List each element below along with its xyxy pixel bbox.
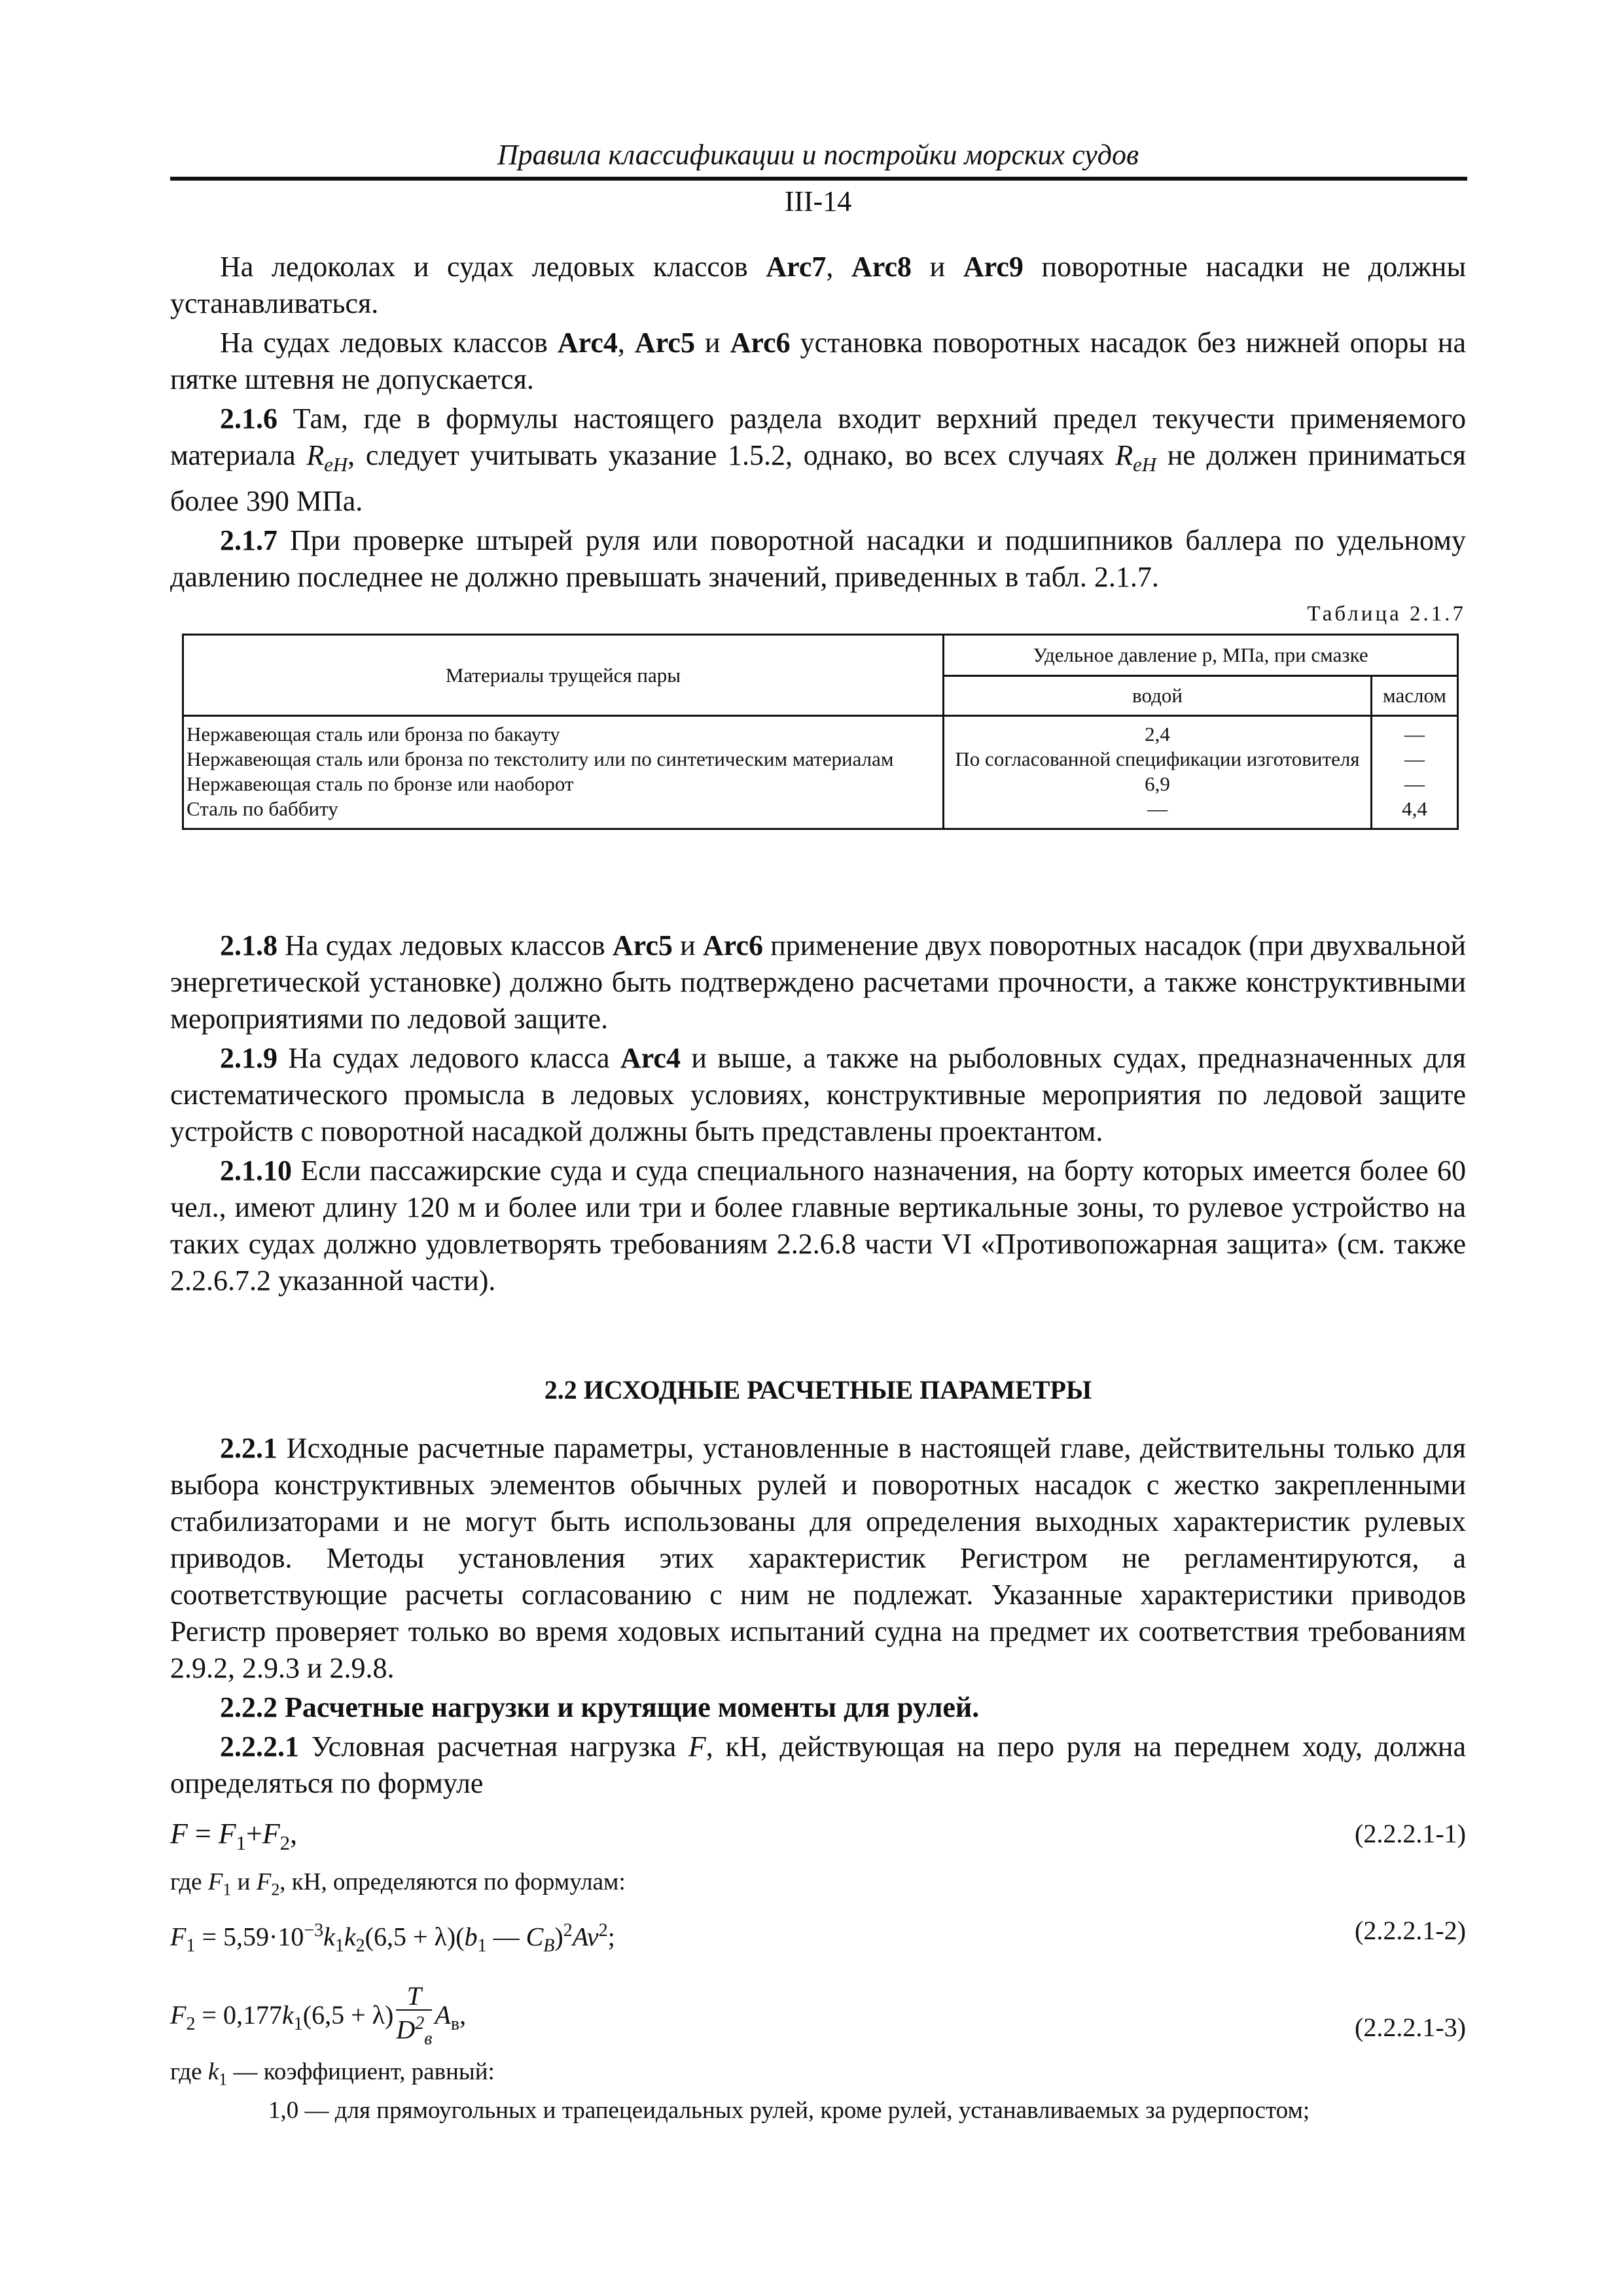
paragraph-2-1-9: 2.1.9 На судах ледового класса Arc4 и выше, а также на рыболовных судах, предназначенных для систематического промысла в ледовых условиях, конструктивные мероприятия по ледовой защите устройств с поворотной насадкой должны быть представлены проектантом.: [170, 1042, 1467, 1147]
formula-number: (2.2.2.1-1): [1355, 1819, 1466, 1848]
fraction: $\frac{T}{D^2_в}$: [396, 1981, 433, 2049]
formula-expression: $F = F_1+F_2$,: [170, 1818, 298, 1854]
formula-expression: $F_2 = 0,177k_1(6,5 + \lambda)$ $\frac{T}{D^2_в}$ $A_в$,: [170, 1983, 466, 2052]
formula-expression: $F_1 = 5,59\cdot 10^{-3}k_1k_2(6,5 + \lambda)(b_1$ — $C_B)^2Av^2$;: [170, 1920, 615, 1956]
col-header-pressure: Удельное давление p, МПа, при смазке: [944, 635, 1458, 676]
cell-water: 2,4: [944, 716, 1372, 747]
where-note-2: где $k_1$ — коэффициент, равный:: [170, 2058, 495, 2089]
paragraph-icebreakers: На ледоколах и судах ледовых классов Arc7, Arc8 и Arc9 поворотные насадки не должны устанавливаться.: [170, 251, 1467, 319]
coefficient-list-item: 1,0 — для прямоугольных и трапецеидальных рулей, кроме рулей, устанавливаемых за рудерпостом;: [268, 2097, 1310, 2124]
paragraph-2-1-6: 2.1.6 Там, где в формулы настоящего раздела входит верхний предел текучести применяемого материала $R_{eH}$, следует учитывать указание 1.5.2, однако, во всех случаях $R_{eH}$ не должен приниматься более 390 МПа.: [170, 403, 1467, 517]
running-title: Правила классификации и постройки морских судов: [497, 139, 1139, 171]
formula-number: (2.2.2.1-2): [1355, 1916, 1466, 1945]
cell-water: По согласованной спецификации изготовителя: [944, 747, 1372, 772]
paragraph-2-1-8: 2.1.8 На судах ледовых классов Arc5 и Arc6 применение двух поворотных насадок (при двухвальной энергетической установке) должно быть подтверждено расчетами прочности, а также конструктивными мероприятиями по ледовой защите.: [170, 929, 1467, 1035]
table-caption: Таблица 2.1.7: [1307, 602, 1466, 626]
section-title: 2.2 ИСХОДНЫЕ РАСЧЕТНЫЕ ПАРАМЕТРЫ: [544, 1375, 1092, 1405]
cell-oil: —: [1372, 772, 1458, 797]
paragraph-2-1-7: 2.1.7 При проверке штырей руля или поворотной насадки и подшипников баллера по удельному давлению последнее не должно превышать значений, приведенных в табл. 2.1.7.: [170, 524, 1466, 593]
page-number: III-14: [784, 185, 852, 217]
cell-material: Сталь по баббиту: [187, 797, 338, 820]
table-row: [183, 747, 1458, 772]
cell-water: —: [944, 797, 1372, 829]
cell-material: Нержавеющая сталь или бронза по бакауту: [187, 723, 560, 745]
cell-water: 6,9: [944, 772, 1372, 797]
col-header-water: водой: [944, 676, 1372, 716]
header-rule: [170, 177, 1467, 181]
specific-pressure-table: [182, 634, 1459, 830]
paragraph-2-2-2: 2.2.2 Расчетные нагрузки и крутящие моменты для рулей.: [220, 1691, 980, 1723]
formula-number: (2.2.2.1-3): [1355, 2013, 1466, 2042]
where-note-1: где $F_1$ и $F_2$, кН, определяются по формулам:: [170, 1869, 626, 1899]
table-row: [183, 716, 1458, 747]
paragraph-ice-classes: На судах ледовых классов Arc4, Arc5 и Arc6 установка поворотных насадок без нижней опоры на пятке штевня не допускается.: [170, 327, 1466, 395]
paragraph-2-2-2-1: 2.2.2.1 Условная расчетная нагрузка F, кН, действующая на перо руля на переднем ходу, должна определяться по формуле: [170, 1731, 1466, 1799]
table-row: [183, 772, 1458, 797]
paragraph-2-1-10: 2.1.10 Если пассажирские суда и суда специального назначения, на борту которых имеется более 60 чел., имеют длину 120 м и более или три и более главные вертикальные зоны, то рулевое устройство на таких судах должно удовлетворять требованиям 2.2.6.8 части VI «Противопожарная защита» (см. также 2.2.6.7.2 указанной части).: [170, 1155, 1466, 1297]
text-block-1: [170, 249, 1466, 598]
table-row: [183, 797, 1458, 829]
cell-oil: 4,4: [1372, 797, 1458, 829]
col-header-materials: Материалы трущейся пары: [183, 635, 944, 716]
cell-oil: —: [1372, 747, 1458, 772]
cell-material: Нержавеющая сталь или бронза по текстолиту или по синтетическим материалам: [187, 747, 894, 770]
text-block-2: [170, 927, 1466, 1302]
paragraph-2-2-1: 2.2.1 Исходные расчетные параметры, установленные в настоящей главе, действительны только для выбора конструктивных элементов обычных рулей и поворотных насадок с жестко закрепленными стабилизаторами и не могут быть использованы для определения выходных характеристик рулевых приводов. Методы установления этих характеристик Регистром не регламентируются, а соответствующие расчеты согласованию с ним не подлежат. Указанные характеристики приводов Регистр проверяет только во время ходовых испытаний судна на предмет их соответствия требованиям 2.9.2, 2.9.3 и 2.9.8.: [170, 1432, 1466, 1684]
cell-oil: —: [1372, 716, 1458, 747]
text-block-3: [170, 1430, 1466, 1804]
col-header-oil: маслом: [1372, 676, 1458, 716]
cell-material: Нержавеющая сталь по бронзе или наоборот: [187, 772, 574, 795]
